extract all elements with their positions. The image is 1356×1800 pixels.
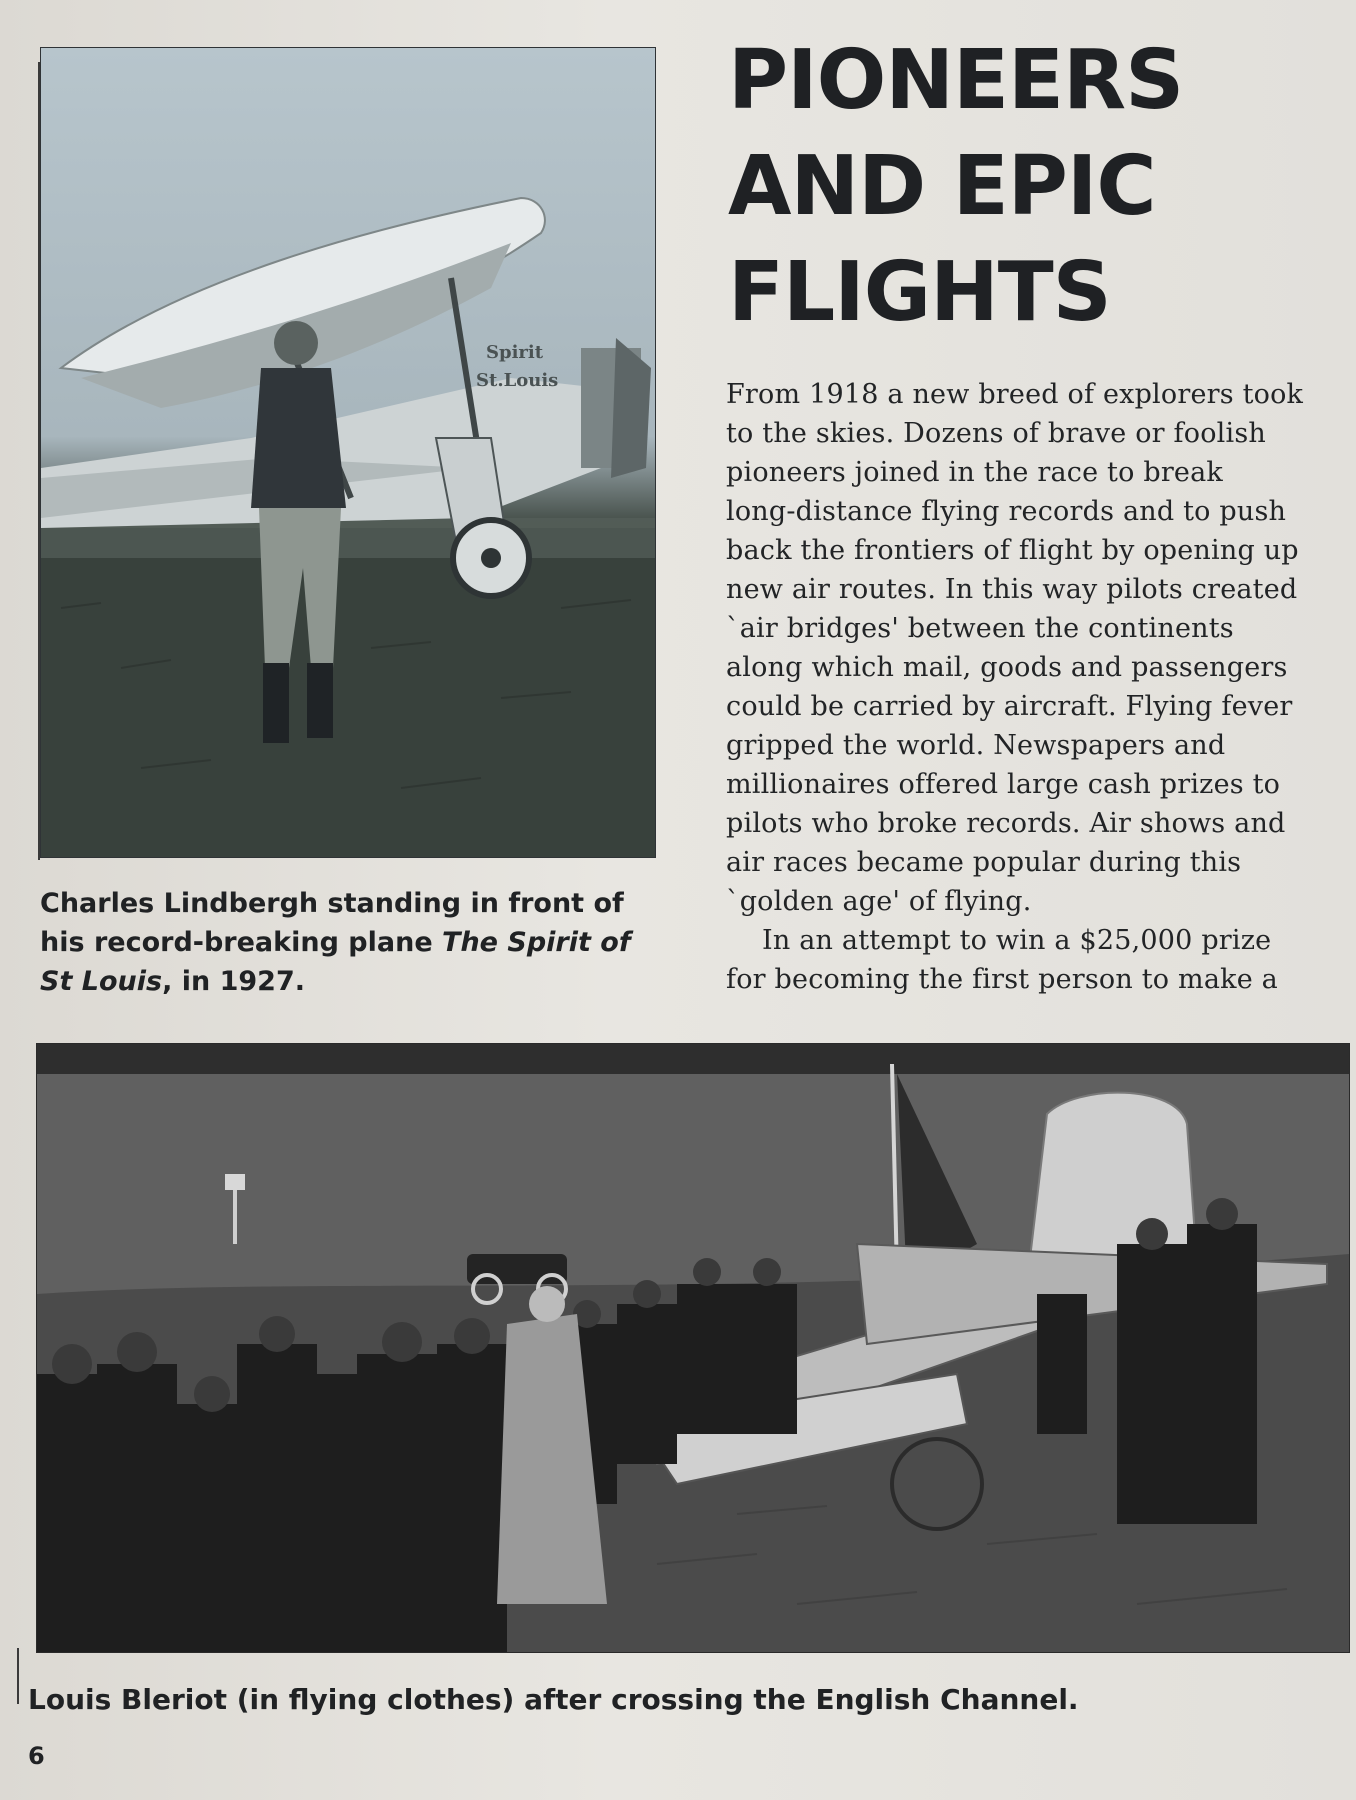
body-line: back the frontiers of flight by opening up [726,535,1299,566]
wheel-hub [481,548,501,568]
body-line: millionaires offered large cash prizes to [726,769,1281,800]
sign-post [233,1184,237,1244]
engine-cylinders [611,338,651,478]
caption-line [40,962,680,1001]
caption-italic-title: St Louis [40,966,163,997]
title-line: AND EPIC [728,139,1156,234]
photo-bleriot-illustration [37,1044,1349,1652]
body-line: along which mail, goods and passengers [726,652,1288,683]
body-line: long-distance flying records and to push [726,496,1287,527]
pilot-head [274,321,318,365]
body-line: for becoming the first person to make a [726,964,1278,995]
body-line: pilots who broke records. Air shows and [726,808,1286,839]
page-title [728,28,1288,346]
body-line: could be carried by aircraft. Flying fever [726,691,1293,722]
title-line: FLIGHTS [728,245,1111,340]
pilot-boot-right [307,663,333,738]
body-line: `air bridges' between the continents [726,613,1234,644]
body-line: From 1918 a new breed of explorers took [726,379,1304,410]
body-line: `golden age' of flying. [726,886,1032,917]
photo-lindbergh-spirit-of-st-louis [40,47,656,858]
vintage-car-body [467,1254,567,1284]
pilot-boot-left [263,663,289,743]
caption-italic-title: The Spirit of [442,927,631,958]
caption-text: his record-breaking plane [40,927,443,958]
body-line: to the skies. Dozens of brave or foolish [726,418,1266,449]
caption-bleriot: Louis Bleriot (in flying clothes) after crossing the English Channel. [28,1683,1079,1716]
caption-text: , in 1927. [162,966,305,997]
title-line: PIONEERS [728,33,1184,128]
plane-name-line1: Spirit [486,342,544,363]
caption-line [40,923,680,962]
caption-lindbergh [40,884,680,1001]
distant-treeline [37,1044,1349,1074]
body-text [726,375,1346,999]
body-line: air races became popular during this [726,847,1242,878]
body-line: In an attempt to win a $25,000 prize [762,925,1272,956]
page-number: 6 [28,1742,45,1770]
pilot-jacket [251,368,346,508]
body-line: new air routes. In this way pilots created [726,574,1298,605]
sign-board [225,1174,245,1190]
body-line: gripped the world. Newspapers and [726,730,1226,761]
bleriot-head [529,1286,565,1322]
photo-bleriot-after-channel-crossing [36,1043,1350,1653]
body-line: pioneers joined in the race to break [726,457,1223,488]
photo-lindbergh-illustration [41,48,655,857]
left-margin-rule-bottom [17,1648,19,1704]
caption-line: Charles Lindbergh standing in front of [40,888,624,919]
plane-name-line2: St.Louis [476,370,559,391]
